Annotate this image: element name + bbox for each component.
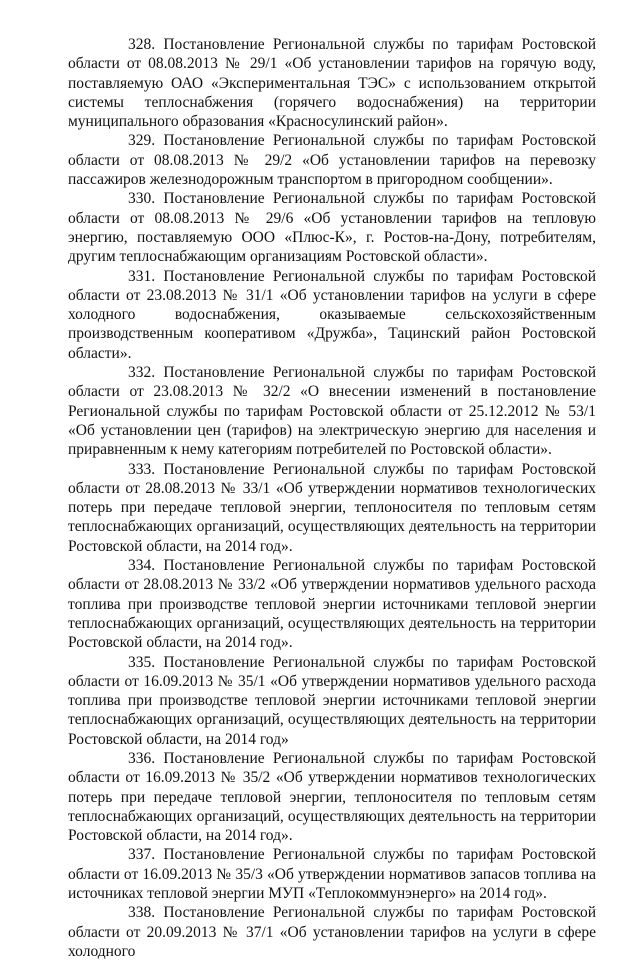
list-item: 330. Постановление Региональной службы по тарифам Ростовской области от 08.08.2013 № 29/6 «Об установлении тарифов на тепловую энергию, поставляемую ООО «Плюс-К», г. Ростов-на-Дону, потребителям, другим теплоснабжающим организациям Ростовской области». [68, 190, 596, 266]
list-item: 331. Постановление Региональной службы по тарифам Ростовской области от 23.08.2013 № 31/1 «Об установлении тарифов на услуги в сфере холодного водоснабжения, оказываемые сельскохозяйственным производственным кооперативом «Дружба», Тацинский район Ростовской области». [68, 267, 596, 362]
list-item: 333. Постановление Региональной службы по тарифам Ростовской области от 28.08.2013 № 33/1 «Об утверждении нормативов технологических потерь при передаче тепловой энергии, теплоносителя по тепловым сетям теплоснабжающих организаций, осуществляющих деятельность на территории Ростовской области, на 2014 год». [68, 460, 596, 555]
list-item: 328. Постановление Региональной службы по тарифам Ростовской области от 08.08.2013 № 29/1 «Об установлении тарифов на горячую воду, поставляемую ОАО «Экспериментальная ТЭС» с использованием открытой системы теплоснабжения (горячего водоснабжения) на территории муниципального образования «Красносулинский район». [68, 36, 596, 131]
list-item: 336. Постановление Региональной службы по тарифам Ростовской области от 16.09.2013 № 35/2 «Об утверждении нормативов технологических потерь при передаче тепловой энергии, теплоносителя по тепловым сетям теплоснабжающих организаций, осуществляющих деятельность на территории Ростовской области, на 2014 год». [68, 749, 596, 845]
list-item: 335. Постановление Региональной службы по тарифам Ростовской области от 16.09.2013 № 35/1 «Об утверждении нормативов удельного расхода топлива при производстве тепловой энергии источниками тепловой энергии теплоснабжающих организаций, осуществляющих деятельность на территории Ростовской области, на 2014 год» [68, 653, 596, 748]
list-item: 337. Постановление Региональной службы по тарифам Ростовской области от 16.09.2013 № 35/3 «Об утверждении нормативов запасов топлива на источниках тепловой энергии МУП «Теплокоммунэнерго» на 2014 год». [68, 846, 596, 903]
document-page [68, 35, 596, 961]
list-item: 329. Постановление Региональной службы по тарифам Ростовской области от 08.08.2013 № 29/2 «Об установлении тарифов на перевозку пассажиров железнодорожным транспортом в пригородном сообщении». [68, 132, 596, 189]
list-item: 338. Постановление Региональной службы по тарифам Ростовской области от 20.09.2013 № 37/1 «Об установлении тарифов на услуги в сфере холодного [68, 904, 596, 960]
list-item: 334. Постановление Региональной службы по тарифам Ростовской области от 28.08.2013 № 33/2 «Об утверждении нормативов удельного расхода топлива при производстве тепловой энергии источниками тепловой энергии теплоснабжающих организаций, осуществляющих деятельность на территории Ростовской области, на 2014 год». [68, 557, 596, 652]
list-item: 332. Постановление Региональной службы по тарифам Ростовской области от 23.08.2013 № 32/2 «О внесении изменений в постановление Региональной службы по тарифам Ростовской области от 25.12.2012 № 53/1 «Об установлении цен (тарифов) на электрическую энергию для населения и приравненным к нему категориям потребителей по Ростовской области». [68, 364, 596, 459]
